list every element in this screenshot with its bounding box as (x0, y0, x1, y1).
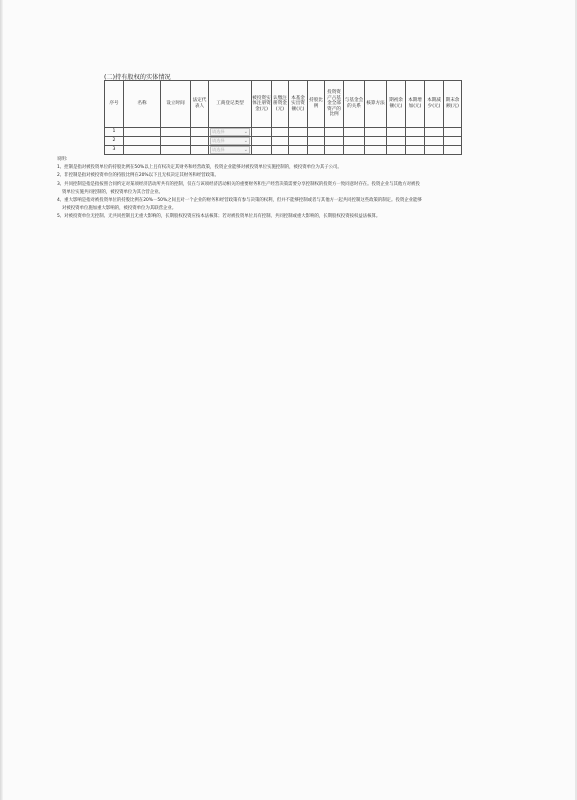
select-placeholder: 请选择 (212, 129, 225, 135)
col-header-relationship: 与基金会的关系 (344, 81, 365, 128)
relationship-cell[interactable] (344, 137, 365, 146)
col-header-decrease: 本期减少(元) (425, 81, 444, 128)
col-header-opening-balance: 期初余额(元) (387, 81, 406, 128)
legal-rep-cell[interactable] (191, 137, 209, 146)
table-row (105, 137, 462, 146)
registered-capital-cell[interactable] (252, 146, 272, 155)
decrease-cell[interactable] (425, 146, 444, 155)
scan-edge-left (0, 0, 3, 800)
note-line: 3、共同控制是指是指按照合同约定对某项经济活动所共有的控制，仅在与该项经济活动相关的重要财务和生产经营决策需要分享控制权的投资方一致同意时存在。投资企业与其他方对被投 (57, 181, 420, 187)
col-header-closing-balance: 期末余额(元) (444, 81, 462, 128)
registration-type-cell (209, 137, 252, 146)
actual-contribution-cell[interactable] (289, 128, 308, 137)
accounting-method-cell[interactable] (365, 128, 387, 137)
row-number: 2 (105, 137, 124, 146)
shareholding-cell[interactable] (308, 146, 325, 155)
increase-cell[interactable] (406, 146, 425, 155)
legal-rep-cell[interactable] (191, 146, 209, 155)
name-cell[interactable] (124, 128, 161, 137)
closing-balance-cell[interactable] (444, 128, 462, 137)
select-placeholder: 请选择 (212, 138, 225, 144)
note-line: 资单位实施共同控制的，被投资单位为其合营企业。 (62, 189, 163, 195)
col-header-established: 设立时间 (161, 81, 191, 128)
col-header-actual-contribution: 本基金实出资额(元) (289, 81, 308, 128)
name-cell[interactable] (124, 137, 161, 146)
asset-ratio-cell[interactable] (325, 137, 344, 146)
opening-balance-cell[interactable] (387, 137, 406, 146)
col-header-registered-capital: 被投资实体注册资金(元) (252, 81, 272, 128)
note-line: 2、非控制是指对被投资单位的持股比例在20%以下且无权决定其财务和经营政策。 (57, 173, 219, 179)
asset-ratio-cell[interactable] (325, 146, 344, 155)
relationship-cell[interactable] (344, 146, 365, 155)
closing-balance-cell[interactable] (444, 146, 462, 155)
registered-capital-cell[interactable] (252, 128, 272, 137)
increase-cell[interactable] (406, 137, 425, 146)
subscribed-capital-cell[interactable] (272, 128, 289, 137)
chevron-down-icon: ⌄ (243, 128, 248, 135)
col-header-increase: 本期增加(元) (406, 81, 425, 128)
registration-type-cell (209, 146, 252, 155)
section-title: (二)持有股权的实体情况 (104, 74, 171, 81)
col-header-no: 序号 (105, 81, 124, 128)
equity-entity-table (104, 80, 462, 155)
note-line: 5、对被投资单位无控制、无共同控制且无重大影响的，长期股权投资应按本法核算；若对被投资单位具有控制、共同控制或重大影响的，长期股权投资按权益法核算。 (57, 214, 381, 220)
accounting-method-cell[interactable] (365, 146, 387, 155)
increase-cell[interactable] (406, 128, 425, 137)
notes-title: 说明: (57, 157, 68, 162)
established-cell[interactable] (161, 146, 191, 155)
established-cell[interactable] (161, 137, 191, 146)
relationship-cell[interactable] (344, 128, 365, 137)
table-header-row (105, 81, 462, 128)
chevron-down-icon: ⌄ (243, 146, 248, 153)
row-number: 1 (105, 128, 124, 137)
table-row (105, 128, 462, 137)
shareholding-cell[interactable] (308, 128, 325, 137)
select-placeholder: 请选择 (212, 147, 225, 153)
name-cell[interactable] (124, 146, 161, 155)
asset-ratio-cell[interactable] (325, 128, 344, 137)
note-line: 对被投资单位施加重大影响的，被投资单位为其联营企业。 (62, 206, 177, 212)
registration-type-cell (209, 128, 252, 137)
legal-rep-cell[interactable] (191, 128, 209, 137)
col-header-registration-type: 工商登记类型 (209, 81, 252, 128)
subscribed-capital-cell[interactable] (272, 146, 289, 155)
opening-balance-cell[interactable] (387, 128, 406, 137)
note-line: 4、重大影响是指对被投资单位的持股比例在20%－50%之间且对一个企业的财务和经营政策有参与决策的权利，但并不能够控制或者与其他方一起共同控制这些政策的制定。投资企业能够 (57, 198, 422, 204)
col-header-legal-rep: 法定代表人 (191, 81, 209, 128)
decrease-cell[interactable] (425, 128, 444, 137)
registration-type-select[interactable] (210, 146, 250, 154)
established-cell[interactable] (161, 128, 191, 137)
registration-type-select[interactable] (210, 128, 250, 136)
col-header-accounting-method: 核算方法 (365, 81, 387, 128)
note-line: 1、控制是指对被投资单位的持股比例在50%以上且有权决定其财务和经营政策，投资企业能够对被投资单位实施控制的，被投资单位为其子公司。 (57, 165, 342, 171)
registration-type-select[interactable] (210, 137, 250, 145)
row-number: 3 (105, 146, 124, 155)
registered-capital-cell[interactable] (252, 137, 272, 146)
opening-balance-cell[interactable] (387, 146, 406, 155)
accounting-method-cell[interactable] (365, 137, 387, 146)
col-header-shareholding: 持股比例 (308, 81, 325, 128)
decrease-cell[interactable] (425, 137, 444, 146)
col-header-name: 名称 (124, 81, 161, 128)
actual-contribution-cell[interactable] (289, 146, 308, 155)
actual-contribution-cell[interactable] (289, 137, 308, 146)
shareholding-cell[interactable] (308, 137, 325, 146)
closing-balance-cell[interactable] (444, 137, 462, 146)
subscribed-capital-cell[interactable] (272, 137, 289, 146)
col-header-asset-ratio: 投资资产占基金全部资产的比例 (325, 81, 344, 128)
chevron-down-icon: ⌄ (243, 137, 248, 144)
table-row (105, 146, 462, 155)
notes-block (57, 156, 497, 222)
col-header-subscribed-capital: 认缴注册资金(元) (272, 81, 289, 128)
